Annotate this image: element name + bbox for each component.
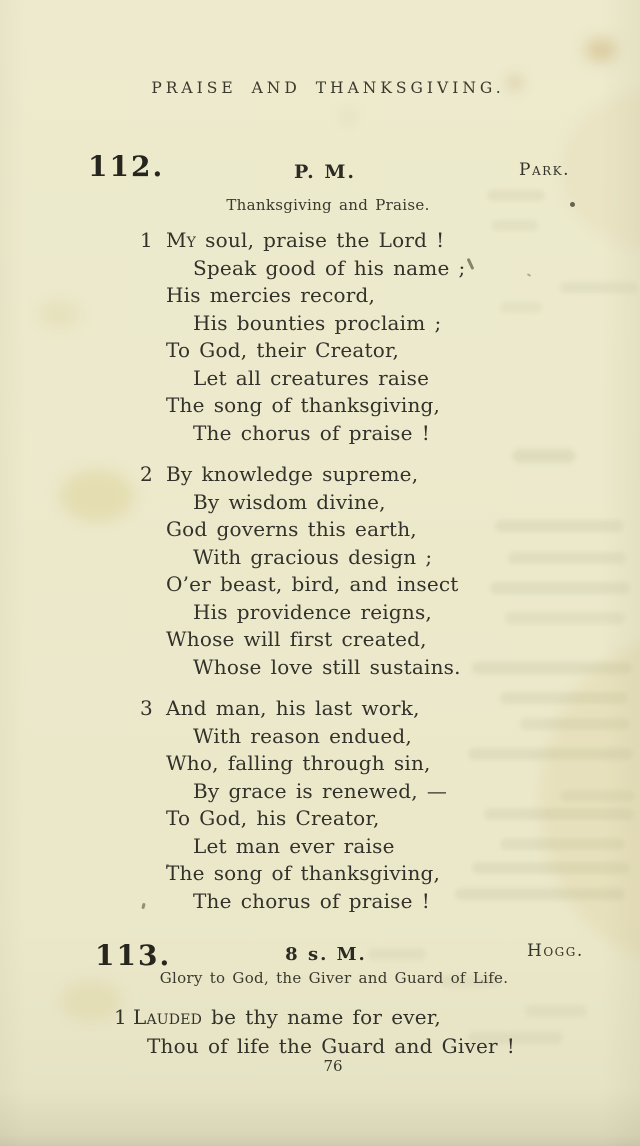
verse-line-text: The chorus of praise !: [193, 888, 430, 913]
verse-line: [166, 778, 466, 806]
verse-line-text: Who, falling through sin,: [166, 751, 431, 775]
verse-line-text: The chorus of praise !: [193, 420, 430, 445]
ink-mark: [141, 903, 145, 910]
bleed-through-smudge: [490, 582, 630, 594]
verse-line: [166, 833, 466, 861]
verse-line: [133, 1032, 515, 1061]
hymn-112-verses: [140, 227, 466, 929]
verse-line-text: Speak good of his name ;: [193, 255, 466, 280]
verse-line: [166, 571, 466, 599]
verse-line-text: With reason endued,: [193, 723, 412, 748]
verse-line: [166, 654, 466, 682]
hymn-112-verse-1: [140, 227, 466, 447]
verse-line: [166, 365, 466, 393]
verse-line-text: Let all creatures raise: [193, 365, 430, 390]
verse-line: [166, 255, 466, 283]
verse-line: [166, 888, 466, 916]
verse-line-text: God governs this earth,: [166, 517, 417, 541]
verse-line-text: Thou of life the Guard and Giver !: [147, 1033, 516, 1058]
verse-line: [166, 626, 466, 654]
verse-line: [166, 750, 466, 778]
paper-stain: [345, 114, 352, 121]
hymn-112-number: 112.: [88, 150, 165, 183]
verse-line-text: To God, their Creator,: [166, 338, 400, 362]
hymn-112-meter: P. M.: [293, 161, 357, 183]
verse-line: [166, 310, 466, 338]
bleed-through-smudge: [495, 520, 623, 532]
paper-stain: [38, 300, 80, 328]
verse-line-text: By wisdom divine,: [193, 489, 386, 514]
bleed-through-smudge: [508, 552, 626, 564]
paper-stain: [540, 640, 640, 960]
running-header: PRAISE AND THANKSGIVING.: [151, 79, 505, 97]
hymn-112-verse-2: [140, 461, 466, 681]
verse-line-text: To God, his Creator,: [166, 806, 380, 830]
verse-line-text: soul, praise the Lord !: [196, 228, 445, 252]
verse-line: [166, 420, 466, 448]
bleed-through-smudge: [513, 449, 575, 463]
verse-line-text: be thy name for ever,: [202, 1005, 441, 1029]
verse-line-text: Whose will first created,: [166, 627, 427, 651]
ink-mark: [527, 273, 531, 277]
verse-line-text: The song of thanksgiving,: [166, 393, 441, 417]
verse-line-text: His providence reigns,: [193, 599, 432, 624]
hymn-113-subtitle: Glory to God, the Giver and Guard of Life.: [159, 969, 509, 987]
verse-line: [166, 544, 466, 572]
verse-line-text: O’er beast, bird, and insect: [166, 572, 459, 596]
hymn-113-meter: 8 s. M.: [285, 944, 367, 965]
verse-line: [166, 337, 466, 365]
verse-line: [140, 227, 466, 255]
verse-line-text: By grace is renewed, —: [193, 778, 448, 803]
verse-line-text: Let man ever raise: [193, 833, 395, 858]
bleed-through-smudge: [525, 1005, 587, 1017]
verse-line-text: The song of thanksgiving,: [166, 861, 441, 885]
verse-line-text: And man, his last work,: [166, 696, 420, 720]
verse-line: [166, 723, 466, 751]
verse-line: [166, 392, 466, 420]
verse-line: [114, 1003, 515, 1032]
hymn-112-subtitle: Thanksgiving and Praise.: [226, 196, 430, 214]
hymn-112-verse-3: [140, 695, 466, 915]
bleed-through-smudge: [492, 220, 538, 231]
verse-line: [140, 695, 466, 723]
verse-line-text: With gracious design ;: [193, 544, 433, 569]
verse-line: [166, 516, 466, 544]
hymn-113-author: Hogg.: [527, 941, 584, 961]
verse-number: 1: [140, 228, 153, 252]
verse-line-text: His mercies record,: [166, 283, 376, 307]
verse-line: [140, 461, 466, 489]
verse-number: 3: [140, 696, 153, 720]
bleed-through-smudge: [500, 302, 542, 313]
verse-number: 1: [114, 1005, 127, 1029]
verse-line: [166, 599, 466, 627]
verse-line-text: Whose love still sustains.: [193, 654, 461, 679]
ink-mark: [467, 258, 474, 270]
verse-line: [166, 805, 466, 833]
hymn-112-author: Park.: [519, 160, 571, 180]
verse-line-text: By knowledge supreme,: [166, 462, 419, 486]
verse-line: [166, 860, 466, 888]
bleed-through-smudge: [560, 282, 638, 293]
hymn-113-number: 113.: [95, 939, 172, 972]
verse-lead-word: Lauded: [133, 1005, 203, 1029]
hymn-113-verse-1: [114, 1003, 516, 1060]
verse-line-text: His bounties proclaim ;: [193, 310, 442, 335]
page-number: 76: [323, 1057, 343, 1075]
paper-stain: [585, 38, 617, 62]
verse-line: [166, 489, 466, 517]
verse-line: [166, 282, 466, 310]
verse-lead-word: My: [166, 228, 197, 252]
paper-stain: [60, 470, 134, 522]
verse-number: 2: [140, 462, 153, 486]
bleed-through-smudge: [505, 612, 625, 624]
